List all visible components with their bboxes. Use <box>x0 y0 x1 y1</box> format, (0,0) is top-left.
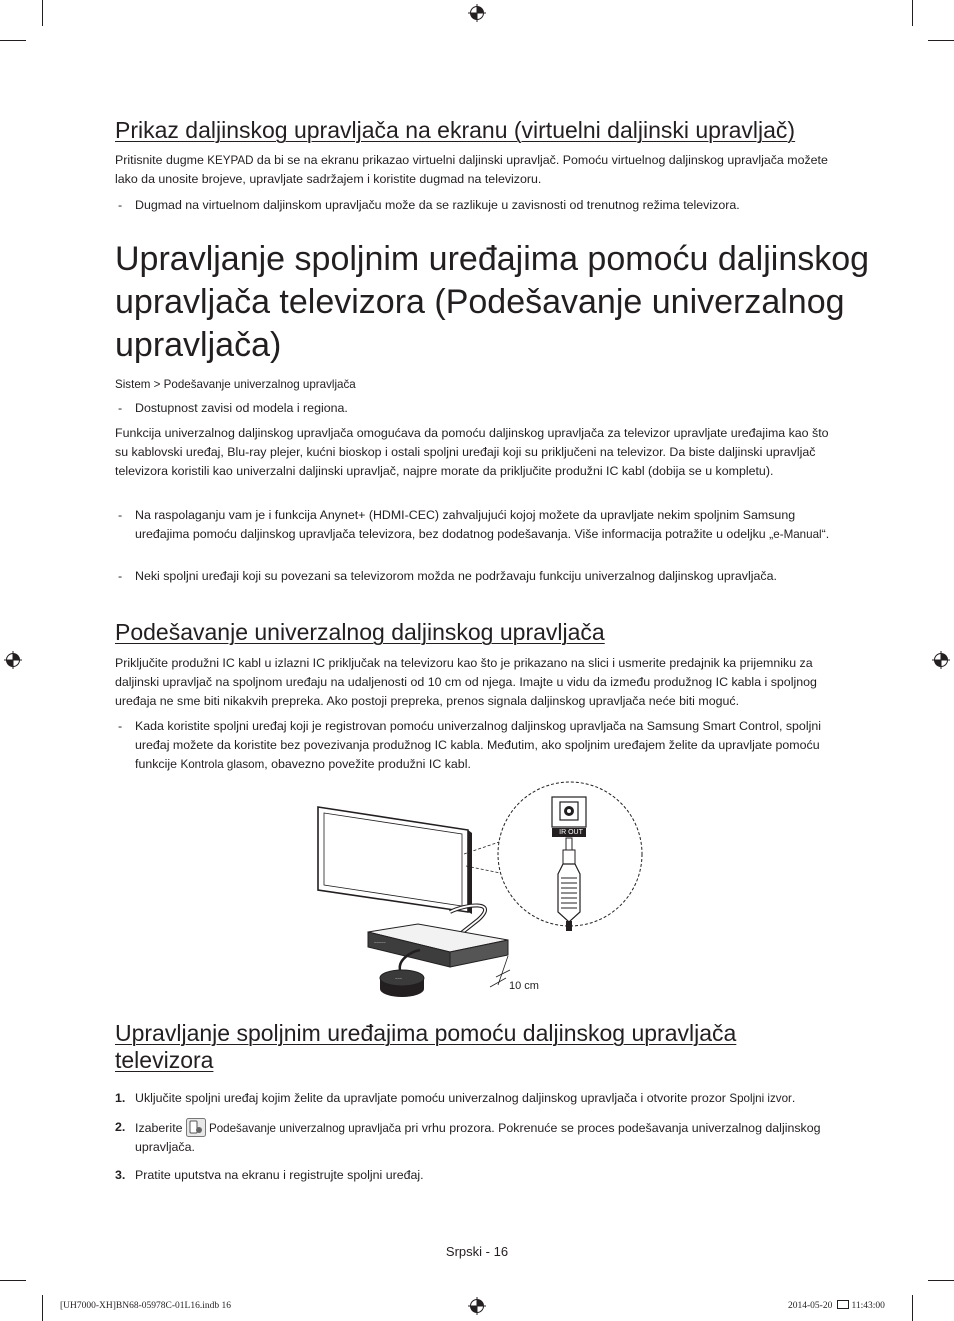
step-item <box>115 1166 830 1185</box>
menu-path <box>115 375 830 394</box>
svg-text:~~~: ~~~ <box>395 976 403 981</box>
page-title: Upravljanje spoljnim uređajima pomoću daljinskog upravljača televizora (Podešavanje univerzalnog upravljača) <box>115 240 870 364</box>
note-text: Dugmad na virtuelnom daljinskom upravljaču može da se razlikuje u zavisnosti od trenutnog režima televizora. <box>135 198 740 212</box>
note-item: - Dugmad na virtuelnom daljinskom upravljaču može da se razlikuje u zavisnosti od trenutnog režima televizora. <box>115 196 830 215</box>
step-number: 1. <box>115 1091 126 1105</box>
note-text: Kada koristite spoljni uređaj koji je registrovan pomoću univerzalnog daljinskog upravljača na Samsung Smart Control, spoljni uređaj možete da koristite bez povezivanja produžnog IC kabla. Međutim, ako spoljnim uređajem želite da upravljate pomoću funkcije <box>135 719 821 771</box>
distance-label: 10 cm <box>509 980 539 992</box>
note-item: - Na raspolaganju vam je i funkcija Anynet+ (HDMI-CEC) zahvaljujući kojoj možete da upravljate nekim spoljnim Samsung uređajima pomoću daljinskog upravljača televizora, bez dodatnog podešavanja. Više informacija potražite u odeljku „e-Manual“. <box>118 508 830 541</box>
note-text: Neki spoljni uređaji koji su povezani sa televizorom možda ne podržavaju funkciju univerzalnog daljinskog upravljača. <box>135 569 777 583</box>
crop-mark <box>42 0 43 26</box>
crop-mark <box>0 1280 26 1281</box>
universal-remote-setup-icon <box>186 1118 206 1137</box>
step-text: Pratite uputstva na ekranu i registrujte spoljni uređaj. <box>135 1168 424 1182</box>
crop-mark <box>0 40 26 41</box>
registration-mark-icon <box>468 1297 486 1315</box>
registration-mark-icon <box>4 651 22 669</box>
print-timestamp <box>788 1300 885 1312</box>
print-time: 11:43:00 <box>851 1301 885 1311</box>
ir-out-port-label: IR OUT <box>559 829 583 836</box>
crop-mark <box>928 40 954 41</box>
crop-mark <box>912 0 913 26</box>
registration-mark-icon <box>468 4 486 22</box>
step-item <box>115 1089 830 1108</box>
note-text: , obavezno povežite produžni IC kabl. <box>264 757 471 771</box>
print-date: 2014-05-20 <box>788 1301 833 1311</box>
paragraph-text: da bi se na ekranu prikazao virtuelni daljinski upravljač. Pomoću virtuelnog daljinskog upravljača možete lako da unosite brojeve, upravljate sadržajem i koristite dugmad na televizoru. <box>115 153 828 186</box>
voice-control-reference: Kontrola glasom <box>180 758 265 771</box>
note-item: - Dostupnost zavisi od modela i regiona. <box>115 399 830 418</box>
step-text: pri vrhu prozora. Pokrenuće se proces podešavanja univerzalnog daljinskog upravljača. <box>135 1121 821 1154</box>
setup-paragraph: Priključite produžni IC kabl u izlazni IC priključak na televizoru kao što je prikazano na slici i usmerite predajnik ka prijemniku za daljinski upravljač na spoljnom uređaju na udaljenosti od 10 cm od njega. Imajte u vidu da između produžnog IC kabla i spoljnog uređaja ne sme biti nikakvih prepreka. Ako postoji prepreka, prenos signala daljinskog upravljača neće biti moguć. <box>115 656 817 708</box>
svg-text:~~~~~: ~~~~~ <box>374 940 386 945</box>
crop-mark <box>42 1295 43 1321</box>
crop-mark <box>912 1295 913 1321</box>
section-title-control: Upravljanje spoljnim uređajima pomoću daljinskog upravljača televizora <box>115 1020 737 1073</box>
section-title-virtual-remote: Prikaz daljinskog upravljača na ekranu (virtuelni daljinski upravljač) <box>115 117 796 143</box>
page-number: Srpski - 16 <box>445 1244 509 1259</box>
section-title-setup: Podešavanje univerzalnog daljinskog upravljača <box>115 619 605 645</box>
menu-path-item: Sistem <box>115 378 151 391</box>
menu-path-separator: > <box>150 378 164 391</box>
glyph-box-icon <box>837 1300 849 1309</box>
step-text: Uključite spoljni uređaj kojim želite da upravljate pomoću univerzalnog daljinskog upravljača i otvorite prozor <box>135 1091 730 1105</box>
step-item <box>115 1118 830 1157</box>
note-item: - Neki spoljni uređaji koji su povezani sa televizorom možda ne podržavaju funkciju univerzalnog daljinskog upravljača. <box>115 567 830 586</box>
step-number: 2. <box>115 1120 126 1134</box>
menu-name: Podešavanje univerzalnog upravljača <box>208 1122 402 1135</box>
note-text: Dostupnost zavisi od modela i regiona. <box>135 401 348 415</box>
menu-name: Spoljni izvor <box>729 1092 792 1105</box>
keypad-button-name: KEYPAD <box>207 154 254 167</box>
step-text: . <box>791 1091 796 1105</box>
note-text: Na raspolaganju vam je i funkcija Anynet+ (HDMI-CEC) zahvaljujući kojoj možete da upravljate nekim spoljnim Samsung uređajima pomoću daljinskog upravljača televizora, bez dodatnog podešavanja. Više informacija potražite u odeljku „ <box>135 508 796 541</box>
virtual-remote-paragraph <box>115 151 830 189</box>
step-number: 3. <box>115 1168 126 1182</box>
tv-ir-cable-illustration <box>300 780 650 1010</box>
paragraph-text: Pritisnite dugme <box>115 153 208 167</box>
universal-remote-paragraph: Funkcija univerzalnog daljinskog upravljača omogućava da pomoću daljinskog upravljača za televizor upravljate uređajima kao što su kablovski uređaj, Blu-ray plejer, kućni bioskop i ostali spoljni uređaji koji su priključeni na televizor. Da biste daljinski upravljač televizora koristili kao univerzalni daljinski upravljač, najpre morate da priključite produžni IC kabl (dobija se u kompletu). <box>115 426 829 478</box>
crop-mark <box>928 1280 954 1281</box>
file-name: [UH7000-XH]BN68-05978C-01L16.indb 16 <box>60 1301 231 1311</box>
menu-path-item: Podešavanje univerzalnog upravljača <box>163 378 356 391</box>
note-item: - Kada koristite spoljni uređaj koji je registrovan pomoću univerzalnog daljinskog upravljača na Samsung Smart Control, spoljni uređaj možete da koristite bez povezivanja produžnog IC kabla. Međutim, ako spoljnim uređajem želite da upravljate pomoću funkcije Kontrola glasom, obavezno povežite produžni IC kabl. <box>118 719 821 771</box>
note-text: “. <box>821 527 830 541</box>
step-text: Izaberite <box>135 1121 186 1135</box>
ir-extender-figure <box>300 780 650 1010</box>
e-manual-reference: e-Manual <box>773 528 822 541</box>
registration-mark-icon <box>932 651 950 669</box>
